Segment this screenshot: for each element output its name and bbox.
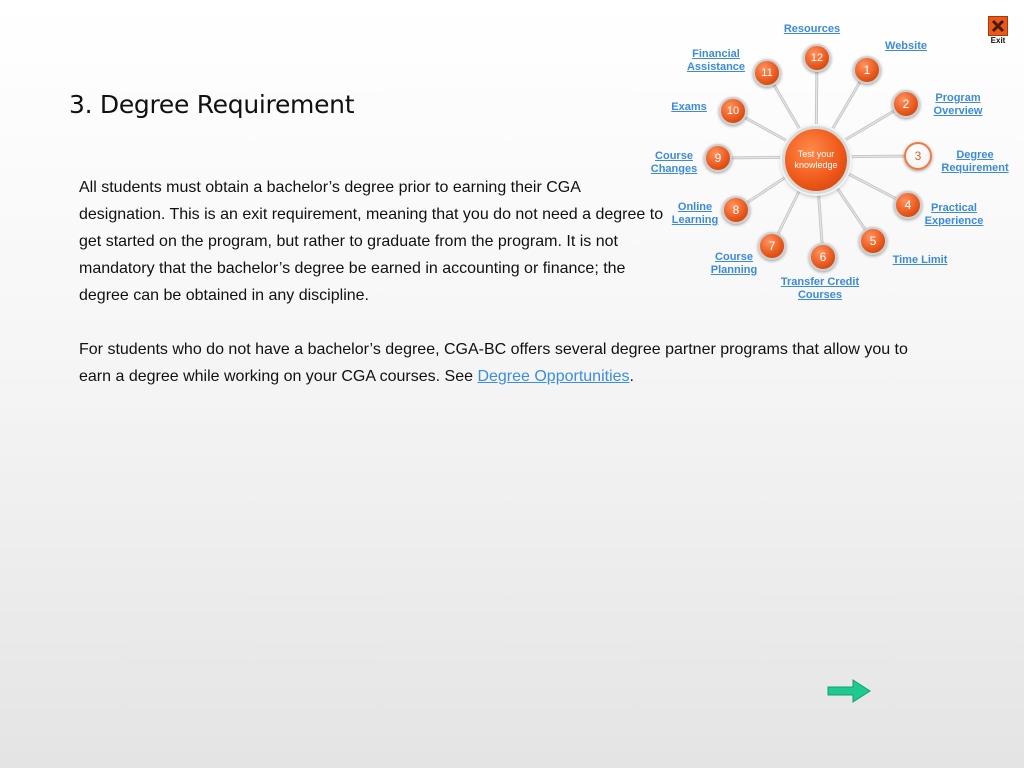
- next-button[interactable]: [827, 678, 871, 704]
- topic-node-3[interactable]: [904, 142, 932, 170]
- topic-node-2[interactable]: [892, 90, 920, 118]
- topic-node-number: 1: [863, 63, 871, 77]
- paragraph-degree-requirement: All students must obtain a bachelor’s degree prior to earning their CGA designation. This is an exit requirement, meaning that you do not need a degree to get started on the program, but rather to graduate from the program. It is not mandatory that the bachelor’s degree be earned in accounting or finance; the degree can be obtained in any discipline.: [79, 179, 664, 304]
- topic-node-number: 12: [810, 52, 824, 64]
- topic-link-financial-assistance[interactable]: Financial Assistance: [686, 48, 746, 73]
- paragraph-text: For students who do not have a bachelor’s degree, CGA-BC offers several degree partner programs that allow you to earn a degree while working on your CGA courses. See: [79, 341, 908, 385]
- topic-link-practical-experience[interactable]: Practical Experience: [924, 202, 984, 227]
- topic-node-number: 6: [819, 250, 827, 264]
- topic-node-7[interactable]: [758, 232, 786, 260]
- topic-link-online-learning[interactable]: Online Learning: [671, 201, 719, 226]
- topic-link-transfer-credit-courses[interactable]: Transfer Credit Courses: [780, 276, 860, 301]
- topic-node-9[interactable]: [704, 144, 732, 172]
- topic-link-course-changes[interactable]: Course Changes: [650, 150, 698, 175]
- topic-node-5[interactable]: [859, 227, 887, 255]
- topic-node-8[interactable]: [722, 196, 750, 224]
- topic-node-number: 10: [726, 105, 740, 117]
- topic-node-number: 2: [902, 97, 910, 111]
- exit-label: Exit: [990, 36, 1006, 45]
- topic-node-11[interactable]: [753, 59, 781, 87]
- topic-link-program-overview[interactable]: Program Overview: [933, 92, 983, 117]
- topic-node-number: 4: [904, 198, 912, 212]
- topic-node-number: 3: [914, 149, 922, 163]
- topic-link-website[interactable]: Website: [885, 40, 927, 52]
- topic-node-1[interactable]: [853, 56, 881, 84]
- paragraph-degree-partners: [79, 336, 919, 390]
- right-arrow-icon: [827, 678, 871, 704]
- topic-node-number: 5: [869, 234, 877, 248]
- paragraph-end: .: [629, 368, 634, 385]
- topic-node-number: 7: [768, 239, 776, 253]
- topic-link-time-limit[interactable]: Time Limit: [892, 254, 948, 266]
- topic-node-6[interactable]: [809, 243, 837, 271]
- degree-opportunities-link[interactable]: Degree Opportunities: [477, 368, 630, 385]
- topic-link-resources[interactable]: Resources: [783, 23, 841, 35]
- topic-link-exams[interactable]: Exams: [671, 101, 707, 113]
- exit-button[interactable]: [987, 16, 1009, 45]
- topic-node-number: 8: [732, 203, 740, 217]
- topic-node-number: 11: [761, 67, 773, 79]
- hub-label: Test your knowledge: [794, 149, 838, 170]
- x-icon: [988, 16, 1008, 36]
- topic-node-12[interactable]: [803, 44, 831, 72]
- topic-link-course-planning[interactable]: Course Planning: [710, 251, 758, 276]
- topic-node-number: 9: [714, 151, 722, 165]
- topic-node-4[interactable]: [894, 191, 922, 219]
- test-knowledge-button[interactable]: [782, 126, 850, 194]
- topic-wheel: [620, 18, 1024, 318]
- topic-link-degree-requirement[interactable]: Degree Requirement: [941, 149, 1009, 174]
- page-title: 3. Degree Requirement: [69, 90, 355, 119]
- topic-node-10[interactable]: [719, 97, 747, 125]
